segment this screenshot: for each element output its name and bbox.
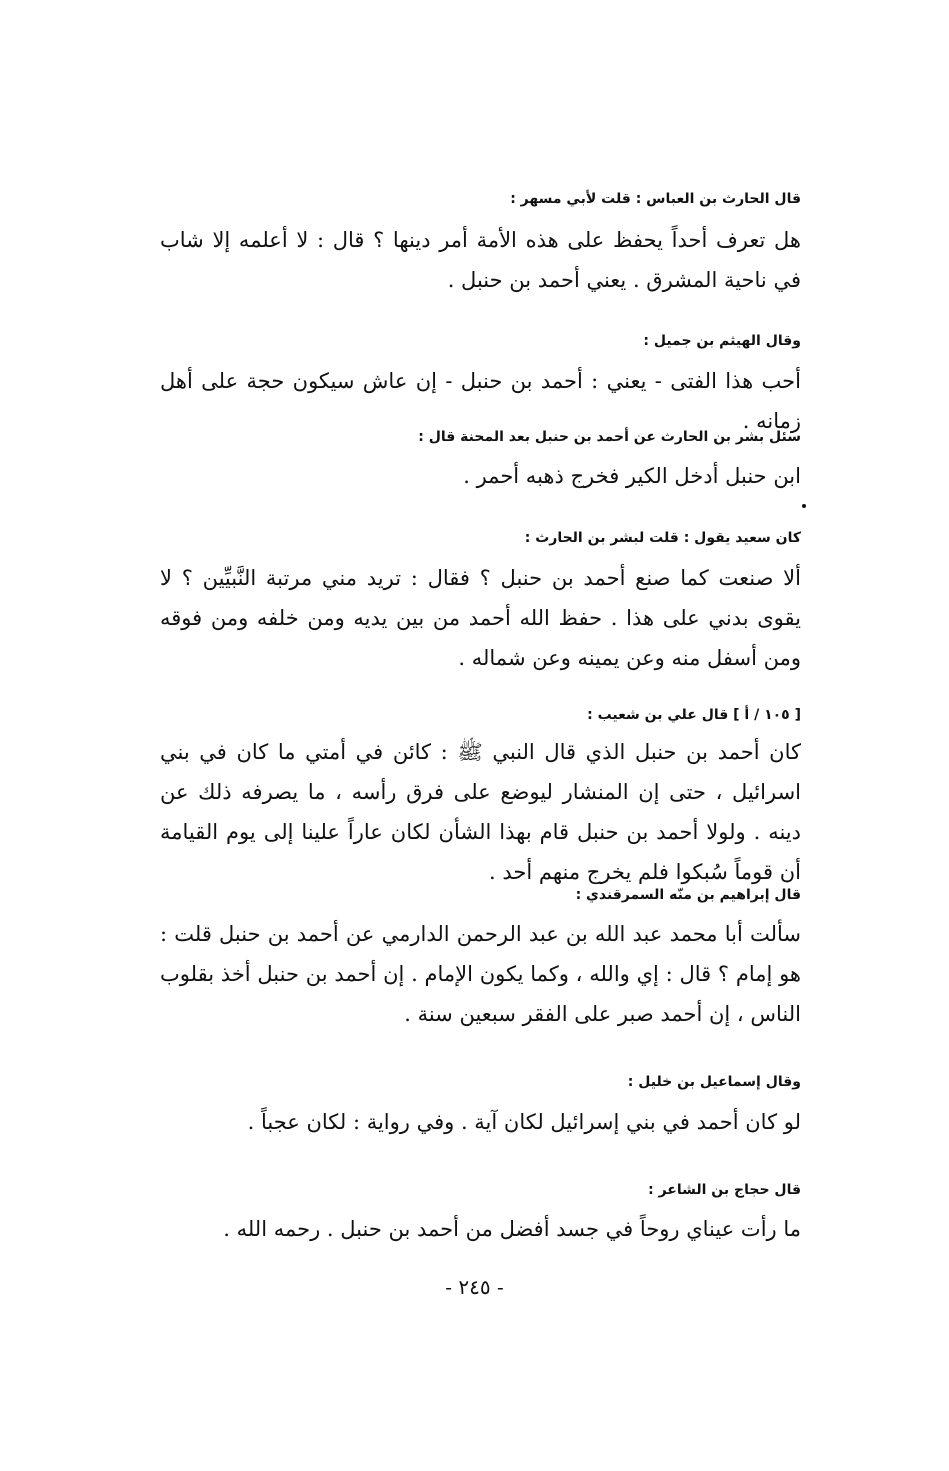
section-text: كان أحمد بن حنبل الذي قال النبي ﷺ : كائن في أمتي ما كان في بني اسرائيل ، حتى إن المنشار ليوضع على فرق رأسه ، ما يصرفه ذلك عن دينه . ولولا أحمد بن حنبل قام بهذا الشأن لكان عاراً علينا إلى يوم القيامة أن قوماً سُبكوا فلم يخرج منهم أحد . xyxy=(160,740,801,884)
section-text: هل تعرف أحداً يحفظ على هذه الأمة أمر دينها ؟ قال : لا أعلمه إلا شاب في ناحية المشرق . يعني أحمد بن حنبل . xyxy=(160,228,801,292)
section-heading: سئل بشر بن الحارث عن أحمد بن حنبل بعد المحنة قال : xyxy=(418,429,801,445)
section-text: سألت أبا محمد عبد الله بن عبد الرحمن الدارمي عن أحمد بن حنبل قلت : هو إمام ؟ قال : إي والله ، وكما يكون الإمام . إن أحمد بن حنبل أخذ بقلوب الناس ، إن أحمد صبر على الفقر سبعين سنة . xyxy=(160,922,801,1026)
section-heading: قال الحارث بن العباس : قلت لأبي مسهر : xyxy=(510,191,801,207)
section-heading: كان سعيد يقول : قلت لبشر بن الحارث : xyxy=(524,530,801,546)
section-heading: قال حجاج بن الشاعر : xyxy=(648,1182,801,1198)
section-text: ابن حنبل أدخل الكير فخرج ذهبه أحمر . xyxy=(463,464,801,488)
section-text: ما رأت عيناي روحاً في جسد أفضل من أحمد بن حنبل . رحمه الله . xyxy=(223,1217,801,1241)
section-text: أحب هذا الفتى - يعني : أحمد بن حنبل - إن عاش سيكون حجة على أهل زمانه . xyxy=(160,369,801,433)
stray-dot xyxy=(802,504,806,508)
page-number: - ٢٤٥ - xyxy=(445,1275,504,1299)
section-heading: قال إبراهيم بن منّه السمرقندي : xyxy=(575,887,801,903)
section-heading: وقال الهيثم بن جميل : xyxy=(643,333,801,349)
section-heading: وقال إسماعيل بن خليل : xyxy=(627,1074,801,1090)
section-heading: [ ١٠٥ / أ ] قال علي بن شعيب : xyxy=(587,707,801,723)
section-text: لو كان أحمد في بني إسرائيل لكان آية . وفي رواية : لكان عجباً . xyxy=(247,1110,801,1134)
section-text: ألا صنعت كما صنع أحمد بن حنبل ؟ فقال : تريد مني مرتبة النَّبيِّين ؟ لا يقوى بدني على هذا . حفظ الله أحمد من بين يديه ومن خلفه ومن فوقه ومن أسفل منه وعن يمينه وعن شماله . xyxy=(160,566,801,670)
